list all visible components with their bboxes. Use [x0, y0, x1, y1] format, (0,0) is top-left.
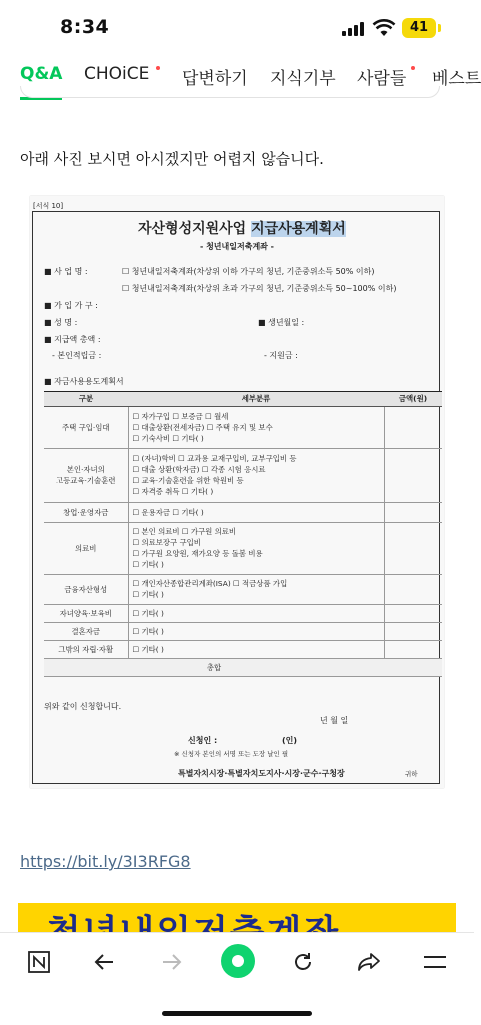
detail-line: ☐ 자가구입 ☐ 보증금 ☐ 월세 — [132, 411, 229, 421]
row-amount — [384, 604, 442, 622]
detail-line: ☐ 기타( ) — [132, 590, 164, 599]
table-header-category: 구분 — [44, 392, 128, 406]
table-row — [44, 640, 442, 658]
table-row — [44, 574, 442, 604]
tab-choice-new-dot — [156, 66, 160, 70]
refresh-icon[interactable] — [288, 947, 318, 977]
row-details — [128, 502, 384, 522]
signal-icon — [342, 22, 366, 36]
date-text: 년 월 일 — [320, 716, 349, 725]
name-label: ■ 성 명 : — [44, 318, 78, 327]
row-amount — [384, 640, 442, 658]
menu-icon[interactable] — [420, 947, 450, 977]
table-row — [44, 502, 442, 522]
tab-best[interactable]: 베스트 — [432, 69, 481, 89]
document-subtitle: - 청년내일저축계좌 - — [199, 242, 275, 251]
support-label: - 지원금 : — [264, 351, 298, 360]
row-details — [128, 574, 384, 604]
tab-qna[interactable]: Q&A — [20, 64, 63, 84]
detail-line: ☐ 기타( ) — [132, 608, 164, 618]
table-total-row — [44, 658, 442, 676]
title-plain: 자산형성지원사업 — [138, 221, 252, 237]
detail-line: ☐ 대출상환(전세자금) ☐ 주택 유지 및 보수 — [132, 422, 273, 432]
row-details — [128, 622, 384, 640]
table-row — [44, 604, 442, 622]
row-amount — [384, 448, 442, 502]
battery-icon: 41 — [402, 18, 436, 38]
recipient-suffix: 귀하 — [405, 770, 418, 778]
tab-people[interactable]: 사람들 — [357, 69, 407, 89]
detail-line: ☐ 개인자산종합관리계좌(ISA) ☐ 적금상품 가입 — [132, 579, 288, 588]
table-header-amount: 금액(원) — [384, 392, 442, 406]
detail-line: ☐ 자격증 취득 ☐ 기타( ) — [132, 487, 214, 496]
detail-line: ☐ 대출 상환(학자금) ☐ 각종 시험 응시료 — [132, 465, 266, 474]
detail-line: ☐ 가구원 요양원, 재가요양 등 돌봄 비용 — [132, 549, 263, 558]
business-label: ■ 사 업 명 : — [44, 267, 88, 276]
home-indicator — [162, 1011, 312, 1016]
back-arrow-icon[interactable] — [90, 947, 120, 977]
detail-line: ☐ 기숙사비 ☐ 기타( ) — [132, 433, 204, 443]
row-amount — [384, 406, 442, 448]
detail-line: ☐ (자녀)학비 ☐ 교과용 교재구입비, 교부구입비 등 — [132, 454, 297, 463]
row-details — [128, 604, 384, 622]
birth-label: ■ 생년월일 : — [258, 318, 305, 327]
row-category: 창업·운영자금 — [44, 502, 128, 522]
table-row — [44, 406, 442, 448]
business-option-2: ☐ 청년내일저축계좌(차상위 초과 가구의 청년, 기준중위소득 50~100% 이하) — [122, 284, 397, 293]
detail-line: ☐ 기타( ) — [132, 644, 164, 654]
row-amount — [384, 502, 442, 522]
row-category: 의료비 — [44, 522, 128, 574]
battery-tip — [438, 24, 441, 32]
table-row — [44, 522, 442, 574]
status-time: 8:34 — [60, 16, 110, 38]
previous-card-edge — [20, 86, 440, 98]
payment-total-label: ■ 지급액 총액 : — [44, 335, 101, 344]
table-row — [44, 622, 442, 640]
answer-image-document[interactable] — [30, 196, 444, 788]
form-number: [서식 10] — [33, 202, 64, 210]
row-details — [128, 522, 384, 574]
detail-line: ☐ 교육·기술훈련을 위한 학원비 등 — [132, 476, 244, 485]
row-category: 주택 구입·임대 — [44, 406, 128, 448]
row-details — [128, 406, 384, 448]
row-amount — [384, 574, 442, 604]
row-category: 자녀양육·보육비 — [44, 604, 128, 622]
table-header-details: 세부분류 — [128, 392, 384, 406]
detail-line: ☐ 기타( ) — [132, 560, 164, 569]
forward-arrow-icon[interactable] — [156, 947, 186, 977]
plan-label: ■ 자금사용용도계획서 — [44, 377, 124, 386]
wifi-icon — [373, 19, 395, 37]
applicant-label: 신청인 : — [188, 736, 218, 745]
detail-line: ☐ 기타( ) — [132, 626, 164, 636]
total-label: 총합 — [44, 658, 384, 676]
naver-home-icon[interactable] — [24, 947, 54, 977]
tab-knowledge-donation[interactable]: 지식기부 — [270, 69, 336, 89]
answer-text: 아래 사진 보시면 아시겠지만 어렵지 않습니다. — [20, 150, 324, 168]
row-details — [128, 640, 384, 658]
household-label: ■ 가 입 가 구 : — [44, 301, 98, 310]
tab-people-new-dot — [411, 66, 415, 70]
title-highlight: 지급사용계획서 — [251, 221, 346, 237]
recipient-text: 특별자치시장·특별자치도지사·시장·군수·구청장 — [178, 769, 345, 778]
usage-plan-table — [44, 391, 442, 677]
green-circle-icon[interactable] — [220, 943, 256, 979]
total-amount — [384, 658, 442, 676]
row-details — [128, 448, 384, 502]
tab-answer[interactable]: 답변하기 — [182, 69, 248, 89]
seal-text: (인) — [282, 736, 298, 745]
business-option-1: ☐ 청년내일저축계좌(차상위 이하 가구의 청년, 기준중위소득 50% 이하) — [122, 267, 375, 276]
table-row — [44, 448, 442, 502]
tab-choice[interactable]: CHOiCE — [84, 64, 150, 84]
answer-link[interactable]: https://bit.ly/3I3RFG8 — [20, 852, 191, 871]
document-title — [138, 218, 346, 238]
row-category: 금융자산형성 — [44, 574, 128, 604]
signature-note: ※ 신청자 본인의 서명 또는 도장 날인 필 — [174, 750, 289, 758]
row-category: 결혼자금 — [44, 622, 128, 640]
row-category: 본인·자녀의 고등교육·기술훈련 — [44, 448, 128, 502]
row-category: 그밖의 자립·자활 — [44, 640, 128, 658]
status-bar — [0, 0, 474, 56]
row-amount — [384, 522, 442, 574]
detail-line: ☐ 본인 의료비 ☐ 가구원 의료비 — [132, 527, 237, 536]
detail-line: ☐ 의료보장구 구입비 — [132, 538, 201, 547]
self-savings-label: - 본인적립금 : — [52, 351, 102, 360]
apply-text: 위와 같이 신청합니다. — [44, 702, 122, 711]
row-amount — [384, 622, 442, 640]
share-icon[interactable] — [354, 947, 384, 977]
detail-line: ☐ 운용자금 ☐ 기타( ) — [132, 507, 204, 517]
